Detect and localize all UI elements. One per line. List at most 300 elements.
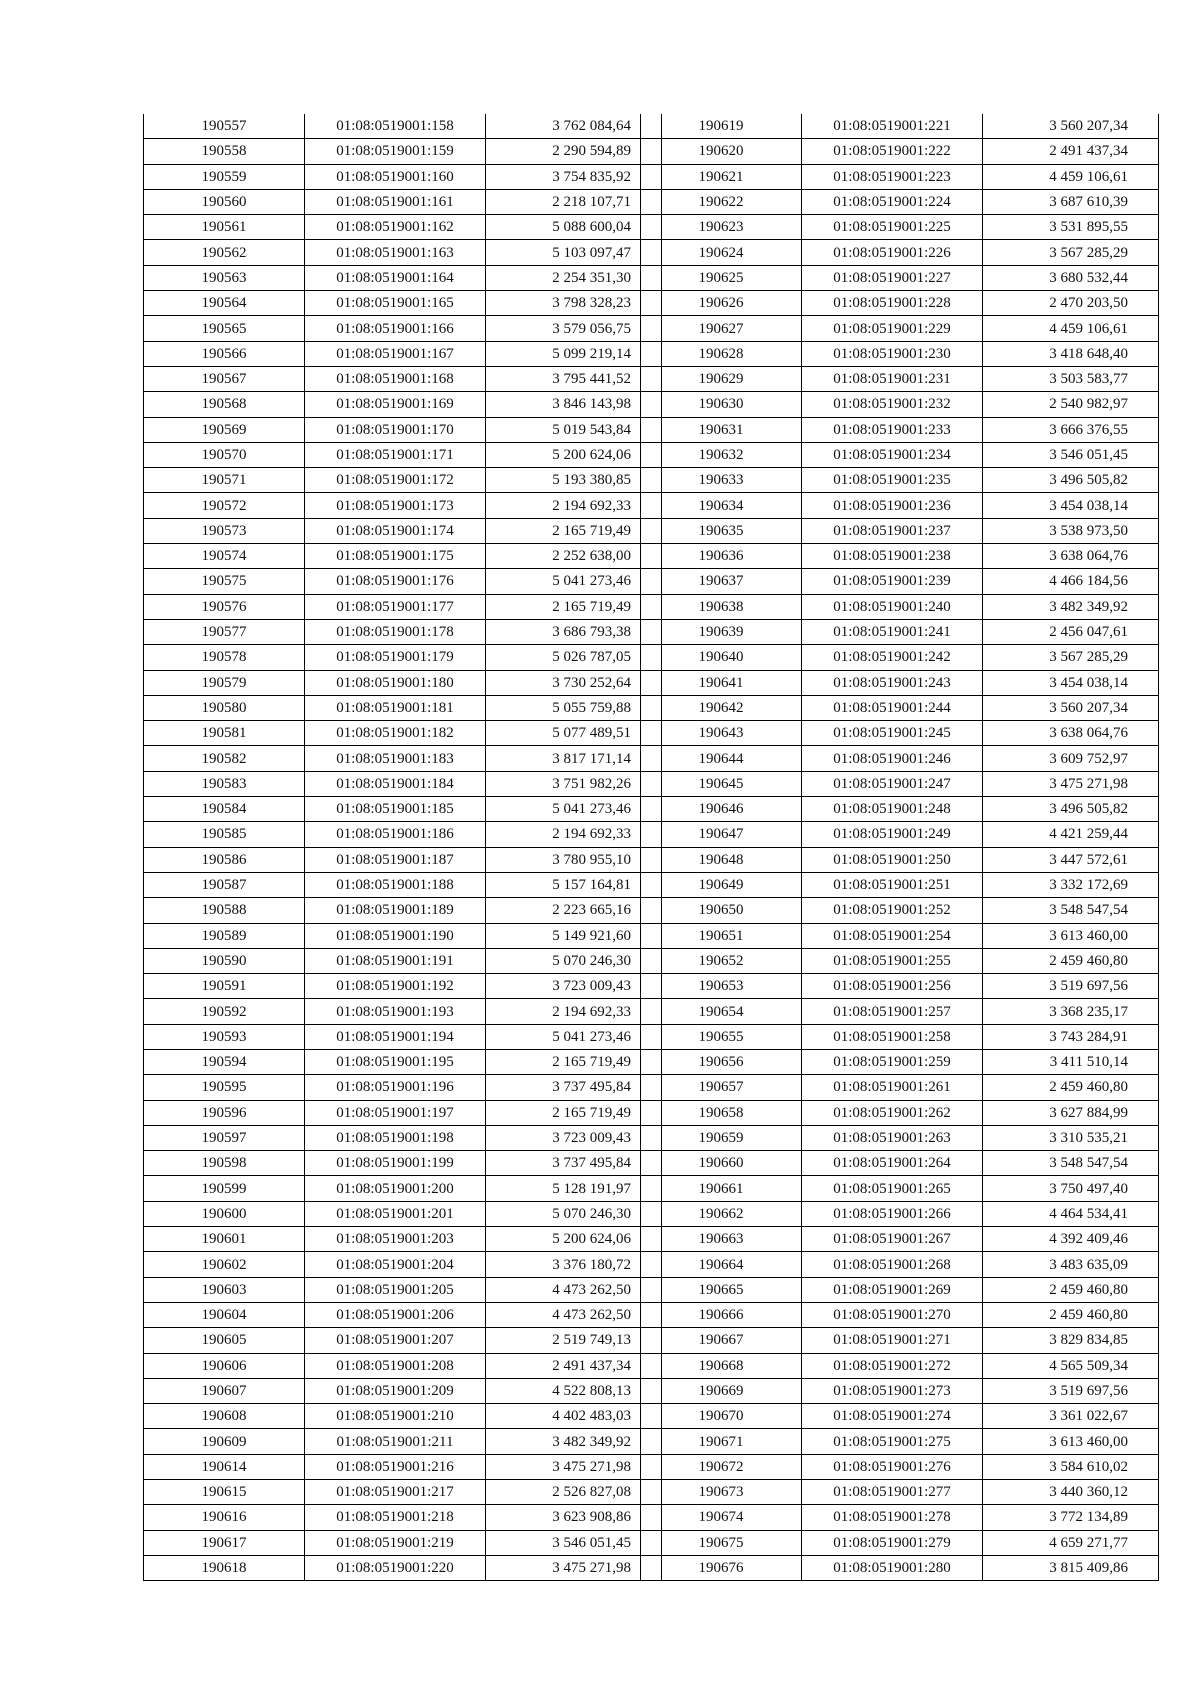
record-id-cell: 190673: [641, 1480, 802, 1505]
value-cell: 3 538 973,50: [983, 518, 1159, 543]
record-id-cell: 190571: [144, 468, 305, 493]
table-row: [144, 898, 662, 923]
value-cell: 3 829 834,85: [983, 1328, 1159, 1353]
cadastral-number-cell: 01:08:0519001:188: [305, 872, 486, 897]
record-id-cell: 190656: [641, 1049, 802, 1074]
value-cell: 2 540 982,97: [983, 392, 1159, 417]
value-cell: 3 475 271,98: [486, 1454, 662, 1479]
record-id-cell: 190654: [641, 999, 802, 1024]
table-row: [641, 189, 1159, 214]
record-id-cell: 190560: [144, 189, 305, 214]
table-row: [144, 215, 662, 240]
record-id-cell: 190600: [144, 1201, 305, 1226]
table-row: [144, 948, 662, 973]
value-cell: 3 686 793,38: [486, 619, 662, 644]
cadastral-number-cell: 01:08:0519001:158: [305, 114, 486, 139]
table-row: [641, 1480, 1159, 1505]
table-row: [641, 1227, 1159, 1252]
record-id-cell: 190575: [144, 569, 305, 594]
value-cell: 3 762 084,64: [486, 114, 662, 139]
table-row: [144, 544, 662, 569]
value-cell: 5 088 600,04: [486, 215, 662, 240]
value-cell: 3 751 982,26: [486, 771, 662, 796]
cadastral-number-cell: 01:08:0519001:210: [305, 1404, 486, 1429]
table-row: [144, 493, 662, 518]
table-body: [144, 114, 662, 1581]
value-cell: 3 418 648,40: [983, 341, 1159, 366]
record-id-cell: 190622: [641, 189, 802, 214]
table-row: [144, 366, 662, 391]
cadastral-number-cell: 01:08:0519001:256: [802, 974, 983, 999]
value-cell: 4 459 106,61: [983, 164, 1159, 189]
cadastral-number-cell: 01:08:0519001:222: [802, 139, 983, 164]
table-row: [641, 341, 1159, 366]
parcel-table-left: [143, 114, 662, 1581]
table-row: [144, 1404, 662, 1429]
cadastral-number-cell: 01:08:0519001:178: [305, 619, 486, 644]
table-row: [144, 822, 662, 847]
value-cell: 3 750 497,40: [983, 1176, 1159, 1201]
cadastral-number-cell: 01:08:0519001:199: [305, 1151, 486, 1176]
record-id-cell: 190623: [641, 215, 802, 240]
table-row: [641, 1201, 1159, 1226]
record-id-cell: 190667: [641, 1328, 802, 1353]
cadastral-number-cell: 01:08:0519001:263: [802, 1125, 983, 1150]
record-id-cell: 190605: [144, 1328, 305, 1353]
table-row: [144, 771, 662, 796]
cadastral-number-cell: 01:08:0519001:205: [305, 1277, 486, 1302]
cadastral-number-cell: 01:08:0519001:246: [802, 746, 983, 771]
value-cell: 4 402 483,03: [486, 1404, 662, 1429]
value-cell: 3 310 535,21: [983, 1125, 1159, 1150]
value-cell: 3 503 583,77: [983, 366, 1159, 391]
record-id-cell: 190561: [144, 215, 305, 240]
cadastral-number-cell: 01:08:0519001:211: [305, 1429, 486, 1454]
value-cell: 2 194 692,33: [486, 822, 662, 847]
record-id-cell: 190583: [144, 771, 305, 796]
table-row: [641, 1530, 1159, 1555]
value-cell: 2 223 665,16: [486, 898, 662, 923]
value-cell: 2 519 749,13: [486, 1328, 662, 1353]
value-cell: 3 440 360,12: [983, 1480, 1159, 1505]
table-row: [144, 114, 662, 139]
cadastral-number-cell: 01:08:0519001:234: [802, 442, 983, 467]
value-cell: 3 567 285,29: [983, 240, 1159, 265]
table-row: [144, 974, 662, 999]
cadastral-number-cell: 01:08:0519001:228: [802, 291, 983, 316]
table-row: [641, 872, 1159, 897]
value-cell: 3 368 235,17: [983, 999, 1159, 1024]
record-id-cell: 190660: [641, 1151, 802, 1176]
table-row: [144, 1480, 662, 1505]
record-id-cell: 190599: [144, 1176, 305, 1201]
table-row: [641, 1125, 1159, 1150]
record-id-cell: 190674: [641, 1505, 802, 1530]
record-id-cell: 190619: [641, 114, 802, 139]
table-row: [641, 1100, 1159, 1125]
record-id-cell: 190593: [144, 1024, 305, 1049]
table-row: [641, 1151, 1159, 1176]
cadastral-number-cell: 01:08:0519001:245: [802, 721, 983, 746]
record-id-cell: 190672: [641, 1454, 802, 1479]
cadastral-number-cell: 01:08:0519001:169: [305, 392, 486, 417]
value-cell: 3 482 349,92: [983, 594, 1159, 619]
table-row: [144, 1151, 662, 1176]
cadastral-number-cell: 01:08:0519001:206: [305, 1302, 486, 1327]
value-cell: 2 165 719,49: [486, 1049, 662, 1074]
table-row: [144, 1454, 662, 1479]
cadastral-number-cell: 01:08:0519001:176: [305, 569, 486, 594]
record-id-cell: 190617: [144, 1530, 305, 1555]
value-cell: 5 200 624,06: [486, 442, 662, 467]
value-cell: 3 609 752,97: [983, 746, 1159, 771]
table-row: [641, 316, 1159, 341]
table-row: [641, 392, 1159, 417]
cadastral-number-cell: 01:08:0519001:251: [802, 872, 983, 897]
cadastral-number-cell: 01:08:0519001:184: [305, 771, 486, 796]
value-cell: 2 459 460,80: [983, 1277, 1159, 1302]
table-row: [144, 1227, 662, 1252]
table-row: [144, 265, 662, 290]
value-cell: 4 466 184,56: [983, 569, 1159, 594]
value-cell: 5 070 246,30: [486, 948, 662, 973]
table-row: [641, 1505, 1159, 1530]
value-cell: 3 737 495,84: [486, 1075, 662, 1100]
cadastral-number-cell: 01:08:0519001:203: [305, 1227, 486, 1252]
cadastral-number-cell: 01:08:0519001:241: [802, 619, 983, 644]
cadastral-number-cell: 01:08:0519001:226: [802, 240, 983, 265]
table-row: [144, 721, 662, 746]
table-row: [641, 493, 1159, 518]
record-id-cell: 190598: [144, 1151, 305, 1176]
cadastral-number-cell: 01:08:0519001:227: [802, 265, 983, 290]
cadastral-number-cell: 01:08:0519001:247: [802, 771, 983, 796]
record-id-cell: 190650: [641, 898, 802, 923]
value-cell: 2 459 460,80: [983, 1302, 1159, 1327]
record-id-cell: 190651: [641, 923, 802, 948]
record-id-cell: 190604: [144, 1302, 305, 1327]
cadastral-number-cell: 01:08:0519001:244: [802, 695, 983, 720]
record-id-cell: 190564: [144, 291, 305, 316]
value-cell: 4 565 509,34: [983, 1353, 1159, 1378]
record-id-cell: 190594: [144, 1049, 305, 1074]
record-id-cell: 190662: [641, 1201, 802, 1226]
value-cell: 3 584 610,02: [983, 1454, 1159, 1479]
table-row: [144, 189, 662, 214]
cadastral-number-cell: 01:08:0519001:224: [802, 189, 983, 214]
value-cell: 3 531 895,55: [983, 215, 1159, 240]
table-row: [641, 417, 1159, 442]
record-id-cell: 190629: [641, 366, 802, 391]
record-id-cell: 190675: [641, 1530, 802, 1555]
record-id-cell: 190567: [144, 366, 305, 391]
record-id-cell: 190566: [144, 341, 305, 366]
record-id-cell: 190591: [144, 974, 305, 999]
record-id-cell: 190666: [641, 1302, 802, 1327]
value-cell: 5 041 273,46: [486, 797, 662, 822]
record-id-cell: 190562: [144, 240, 305, 265]
value-cell: 3 519 697,56: [983, 1378, 1159, 1403]
table-row: [641, 139, 1159, 164]
cadastral-number-cell: 01:08:0519001:162: [305, 215, 486, 240]
value-cell: 3 846 143,98: [486, 392, 662, 417]
value-cell: 3 376 180,72: [486, 1252, 662, 1277]
value-cell: 4 392 409,46: [983, 1227, 1159, 1252]
record-id-cell: 190671: [641, 1429, 802, 1454]
record-id-cell: 190670: [641, 1404, 802, 1429]
cadastral-number-cell: 01:08:0519001:200: [305, 1176, 486, 1201]
value-cell: 2 254 351,30: [486, 265, 662, 290]
value-cell: 3 737 495,84: [486, 1151, 662, 1176]
table-row: [641, 1075, 1159, 1100]
value-cell: 5 077 489,51: [486, 721, 662, 746]
table-row: [641, 240, 1159, 265]
record-id-cell: 190595: [144, 1075, 305, 1100]
table-row: [641, 746, 1159, 771]
record-id-cell: 190584: [144, 797, 305, 822]
value-cell: 3 579 056,75: [486, 316, 662, 341]
table-row: [144, 670, 662, 695]
value-cell: 3 496 505,82: [983, 468, 1159, 493]
cadastral-number-cell: 01:08:0519001:252: [802, 898, 983, 923]
cadastral-number-cell: 01:08:0519001:217: [305, 1480, 486, 1505]
cadastral-number-cell: 01:08:0519001:254: [802, 923, 983, 948]
value-cell: 2 194 692,33: [486, 999, 662, 1024]
table-row: [641, 1049, 1159, 1074]
record-id-cell: 190621: [641, 164, 802, 189]
record-id-cell: 190563: [144, 265, 305, 290]
cadastral-number-cell: 01:08:0519001:223: [802, 164, 983, 189]
cadastral-number-cell: 01:08:0519001:275: [802, 1429, 983, 1454]
record-id-cell: 190625: [641, 265, 802, 290]
cadastral-number-cell: 01:08:0519001:177: [305, 594, 486, 619]
cadastral-number-cell: 01:08:0519001:280: [802, 1555, 983, 1580]
cadastral-number-cell: 01:08:0519001:189: [305, 898, 486, 923]
cadastral-number-cell: 01:08:0519001:274: [802, 1404, 983, 1429]
value-cell: 3 754 835,92: [486, 164, 662, 189]
table-row: [641, 265, 1159, 290]
table-row: [144, 746, 662, 771]
cadastral-number-cell: 01:08:0519001:221: [802, 114, 983, 139]
record-id-cell: 190639: [641, 619, 802, 644]
record-id-cell: 190589: [144, 923, 305, 948]
table-row: [144, 1277, 662, 1302]
value-cell: 3 666 376,55: [983, 417, 1159, 442]
value-cell: 3 454 038,14: [983, 493, 1159, 518]
record-id-cell: 190572: [144, 493, 305, 518]
record-id-cell: 190638: [641, 594, 802, 619]
value-cell: 3 613 460,00: [983, 1429, 1159, 1454]
cadastral-number-cell: 01:08:0519001:161: [305, 189, 486, 214]
value-cell: 3 613 460,00: [983, 923, 1159, 948]
cadastral-number-cell: 01:08:0519001:218: [305, 1505, 486, 1530]
cadastral-number-cell: 01:08:0519001:242: [802, 645, 983, 670]
table-row: [144, 1353, 662, 1378]
record-id-cell: 190663: [641, 1227, 802, 1252]
cadastral-number-cell: 01:08:0519001:160: [305, 164, 486, 189]
table-row: [144, 316, 662, 341]
value-cell: 3 332 172,69: [983, 872, 1159, 897]
table-row: [144, 240, 662, 265]
table-row: [144, 1176, 662, 1201]
value-cell: 5 099 219,14: [486, 341, 662, 366]
cadastral-number-cell: 01:08:0519001:261: [802, 1075, 983, 1100]
value-cell: 2 459 460,80: [983, 1075, 1159, 1100]
value-cell: 3 519 697,56: [983, 974, 1159, 999]
record-id-cell: 190652: [641, 948, 802, 973]
cadastral-number-cell: 01:08:0519001:195: [305, 1049, 486, 1074]
table-row: [144, 619, 662, 644]
cadastral-number-cell: 01:08:0519001:239: [802, 569, 983, 594]
record-id-cell: 190614: [144, 1454, 305, 1479]
record-id-cell: 190668: [641, 1353, 802, 1378]
value-cell: 3 475 271,98: [983, 771, 1159, 796]
value-cell: 2 491 437,34: [486, 1353, 662, 1378]
table-row: [144, 1530, 662, 1555]
value-cell: 3 723 009,43: [486, 974, 662, 999]
table-row: [641, 1024, 1159, 1049]
cadastral-number-cell: 01:08:0519001:159: [305, 139, 486, 164]
record-id-cell: 190647: [641, 822, 802, 847]
cadastral-number-cell: 01:08:0519001:276: [802, 1454, 983, 1479]
record-id-cell: 190637: [641, 569, 802, 594]
table-row: [144, 1049, 662, 1074]
value-cell: 3 548 547,54: [983, 898, 1159, 923]
cadastral-number-cell: 01:08:0519001:179: [305, 645, 486, 670]
cadastral-number-cell: 01:08:0519001:216: [305, 1454, 486, 1479]
value-cell: 3 638 064,76: [983, 721, 1159, 746]
value-cell: 3 496 505,82: [983, 797, 1159, 822]
value-cell: 4 473 262,50: [486, 1302, 662, 1327]
cadastral-number-cell: 01:08:0519001:164: [305, 265, 486, 290]
cadastral-number-cell: 01:08:0519001:237: [802, 518, 983, 543]
record-id-cell: 190665: [641, 1277, 802, 1302]
table-row: [144, 594, 662, 619]
record-id-cell: 190643: [641, 721, 802, 746]
record-id-cell: 190664: [641, 1252, 802, 1277]
record-id-cell: 190574: [144, 544, 305, 569]
cadastral-number-cell: 01:08:0519001:192: [305, 974, 486, 999]
value-cell: 4 421 259,44: [983, 822, 1159, 847]
record-id-cell: 190579: [144, 670, 305, 695]
cadastral-number-cell: 01:08:0519001:268: [802, 1252, 983, 1277]
value-cell: 2 459 460,80: [983, 948, 1159, 973]
table-row: [144, 1378, 662, 1403]
cadastral-number-cell: 01:08:0519001:194: [305, 1024, 486, 1049]
table-row: [144, 1505, 662, 1530]
table-row: [641, 164, 1159, 189]
record-id-cell: 190577: [144, 619, 305, 644]
record-id-cell: 190641: [641, 670, 802, 695]
cadastral-number-cell: 01:08:0519001:181: [305, 695, 486, 720]
value-cell: 3 482 349,92: [486, 1429, 662, 1454]
record-id-cell: 190606: [144, 1353, 305, 1378]
cadastral-number-cell: 01:08:0519001:168: [305, 366, 486, 391]
cadastral-number-cell: 01:08:0519001:165: [305, 291, 486, 316]
cadastral-number-cell: 01:08:0519001:248: [802, 797, 983, 822]
cadastral-number-cell: 01:08:0519001:230: [802, 341, 983, 366]
cadastral-number-cell: 01:08:0519001:231: [802, 366, 983, 391]
cadastral-number-cell: 01:08:0519001:167: [305, 341, 486, 366]
table-row: [144, 847, 662, 872]
table-row: [144, 518, 662, 543]
cadastral-number-cell: 01:08:0519001:259: [802, 1049, 983, 1074]
value-cell: 2 290 594,89: [486, 139, 662, 164]
record-id-cell: 190590: [144, 948, 305, 973]
value-cell: 4 459 106,61: [983, 316, 1159, 341]
value-cell: 2 165 719,49: [486, 1100, 662, 1125]
cadastral-number-cell: 01:08:0519001:166: [305, 316, 486, 341]
cadastral-number-cell: 01:08:0519001:249: [802, 822, 983, 847]
record-id-cell: 190607: [144, 1378, 305, 1403]
record-id-cell: 190559: [144, 164, 305, 189]
record-id-cell: 190568: [144, 392, 305, 417]
cadastral-number-cell: 01:08:0519001:243: [802, 670, 983, 695]
record-id-cell: 190620: [641, 139, 802, 164]
value-cell: 3 623 908,86: [486, 1505, 662, 1530]
table-row: [641, 114, 1159, 139]
table-row: [641, 1252, 1159, 1277]
value-cell: 2 526 827,08: [486, 1480, 662, 1505]
cadastral-number-cell: 01:08:0519001:255: [802, 948, 983, 973]
table-row: [144, 1075, 662, 1100]
value-cell: 3 627 884,99: [983, 1100, 1159, 1125]
cadastral-number-cell: 01:08:0519001:219: [305, 1530, 486, 1555]
record-id-cell: 190615: [144, 1480, 305, 1505]
table-row: [641, 797, 1159, 822]
cadastral-number-cell: 01:08:0519001:163: [305, 240, 486, 265]
table-row: [641, 822, 1159, 847]
table-row: [144, 695, 662, 720]
cadastral-number-cell: 01:08:0519001:191: [305, 948, 486, 973]
value-cell: 5 193 380,85: [486, 468, 662, 493]
record-id-cell: 190592: [144, 999, 305, 1024]
cadastral-number-cell: 01:08:0519001:172: [305, 468, 486, 493]
cadastral-number-cell: 01:08:0519001:180: [305, 670, 486, 695]
value-cell: 4 522 808,13: [486, 1378, 662, 1403]
table-row: [144, 164, 662, 189]
cadastral-number-cell: 01:08:0519001:264: [802, 1151, 983, 1176]
value-cell: 2 218 107,71: [486, 189, 662, 214]
record-id-cell: 190585: [144, 822, 305, 847]
record-id-cell: 190661: [641, 1176, 802, 1201]
table-row: [144, 999, 662, 1024]
record-id-cell: 190642: [641, 695, 802, 720]
table-row: [144, 417, 662, 442]
cadastral-number-cell: 01:08:0519001:258: [802, 1024, 983, 1049]
table-row: [641, 898, 1159, 923]
record-id-cell: 190570: [144, 442, 305, 467]
table-row: [144, 923, 662, 948]
table-row: [641, 594, 1159, 619]
record-id-cell: 190618: [144, 1555, 305, 1580]
value-cell: 3 483 635,09: [983, 1252, 1159, 1277]
record-id-cell: 190588: [144, 898, 305, 923]
record-id-cell: 190644: [641, 746, 802, 771]
value-cell: 5 055 759,88: [486, 695, 662, 720]
table-row: [144, 645, 662, 670]
cadastral-number-cell: 01:08:0519001:196: [305, 1075, 486, 1100]
record-id-cell: 190616: [144, 1505, 305, 1530]
record-id-cell: 190586: [144, 847, 305, 872]
table-row: [144, 1100, 662, 1125]
record-id-cell: 190640: [641, 645, 802, 670]
table-row: [641, 442, 1159, 467]
record-id-cell: 190558: [144, 139, 305, 164]
record-id-cell: 190587: [144, 872, 305, 897]
value-cell: 3 798 328,23: [486, 291, 662, 316]
record-id-cell: 190649: [641, 872, 802, 897]
